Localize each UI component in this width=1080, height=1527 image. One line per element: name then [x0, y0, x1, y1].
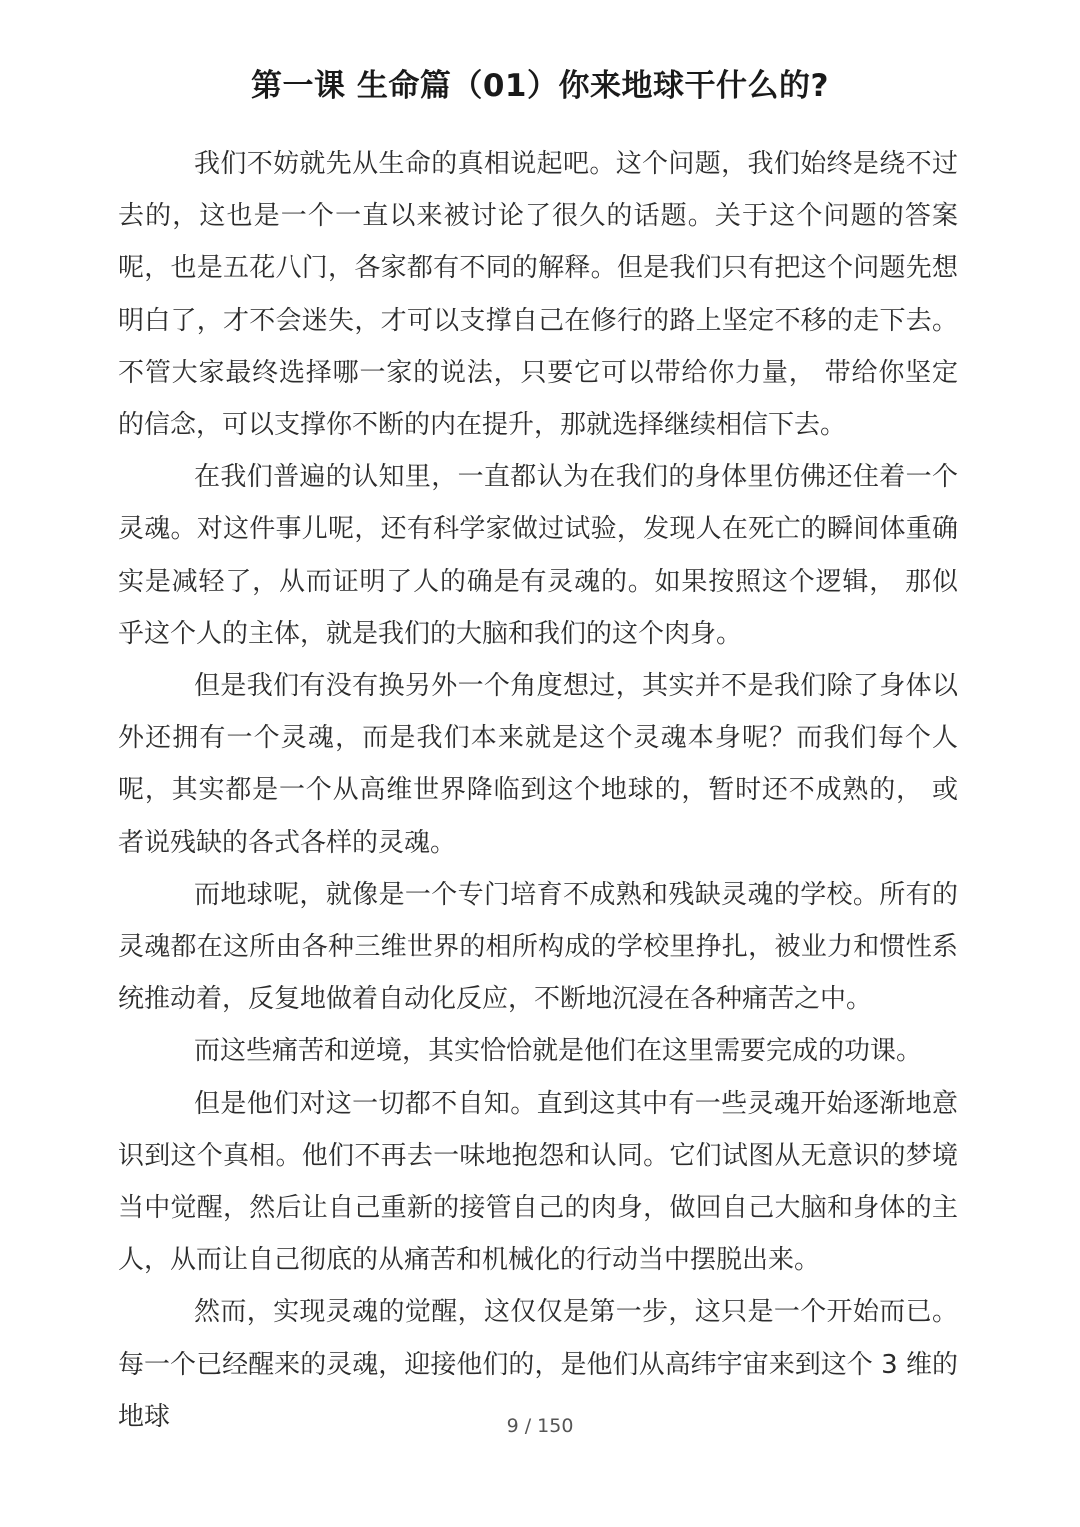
- paragraph-5: 而这些痛苦和逆境，其实恰恰就是他们在这里需要完成的功课。: [194, 1036, 923, 1067]
- paragraph-1: 我们不妨就先从生命的真相说起吧。这个问题，我们始终是绕不过去的，这也是一个一直以来被讨论了很久的话题。关于这个问题的答案呢，也是五花八门，各家都有不同的解释。但是我们只有把这个问题先想明白了，才不会迷失，才可以支撑自己在修行的路上坚定不移的走下去。不管大家最终选择哪一家的说法，只要它可以带给你力量， 带给你坚定的信念，可以支撑你不断的内在提升，那就选择继续相信下去。: [118, 149, 958, 441]
- paragraph-6: 但是他们对这一切都不自知。直到这其中有一些灵魂开始逐渐地意识到这个真相。他们不再去一味地抱怨和认同。它们试图从无意识的梦境当中觉醒，然后让自己重新的接管自己的肉身，做回自己大脑和身体的主人，从而让自己彻底的从痛苦和机械化的行动当中摆脱出来。: [118, 1088, 958, 1276]
- paragraph-4: 而地球呢，就像是一个专门培育不成熟和残缺灵魂的学校。所有的灵魂都在这所由各种三维世界的相所构成的学校里挣扎，被业力和惯性系统推动着，反复地做着自动化反应，不断地沉浸在各种痛苦之中。: [118, 879, 958, 1015]
- paragraph-3: 但是我们有没有换另外一个角度想过，其实并不是我们除了身体以外还拥有一个灵魂，而是我们本来就是这个灵魂本身呢？而我们每个人呢，其实都是一个从高维世界降临到这个地球的，暂时还不成熟的， 或者说残缺的各式各样的灵魂。: [118, 671, 958, 858]
- page-title: 第一课 生命篇（01）你来地球干什么的?: [251, 68, 829, 104]
- paragraph-7: 然而，实现灵魂的觉醒，这仅仅是第一步，这只是一个开始而已。每一个已经醒来的灵魂，迎接他们的，是他们从高纬宇宙来到这个 3 维的地球: [118, 1297, 958, 1432]
- body-text: [118, 138, 958, 1443]
- page-number: 9 / 150: [506, 1415, 574, 1437]
- paragraph-2: 在我们普遍的认知里，一直都认为在我们的身体里仿佛还住着一个灵魂。对这件事儿呢，还有科学家做过试验，发现人在死亡的瞬间体重确实是减轻了，从而证明了人的确是有灵魂的。如果按照这个逻辑， 那似乎这个人的主体，就是我们的大脑和我们的这个肉身。: [118, 462, 958, 649]
